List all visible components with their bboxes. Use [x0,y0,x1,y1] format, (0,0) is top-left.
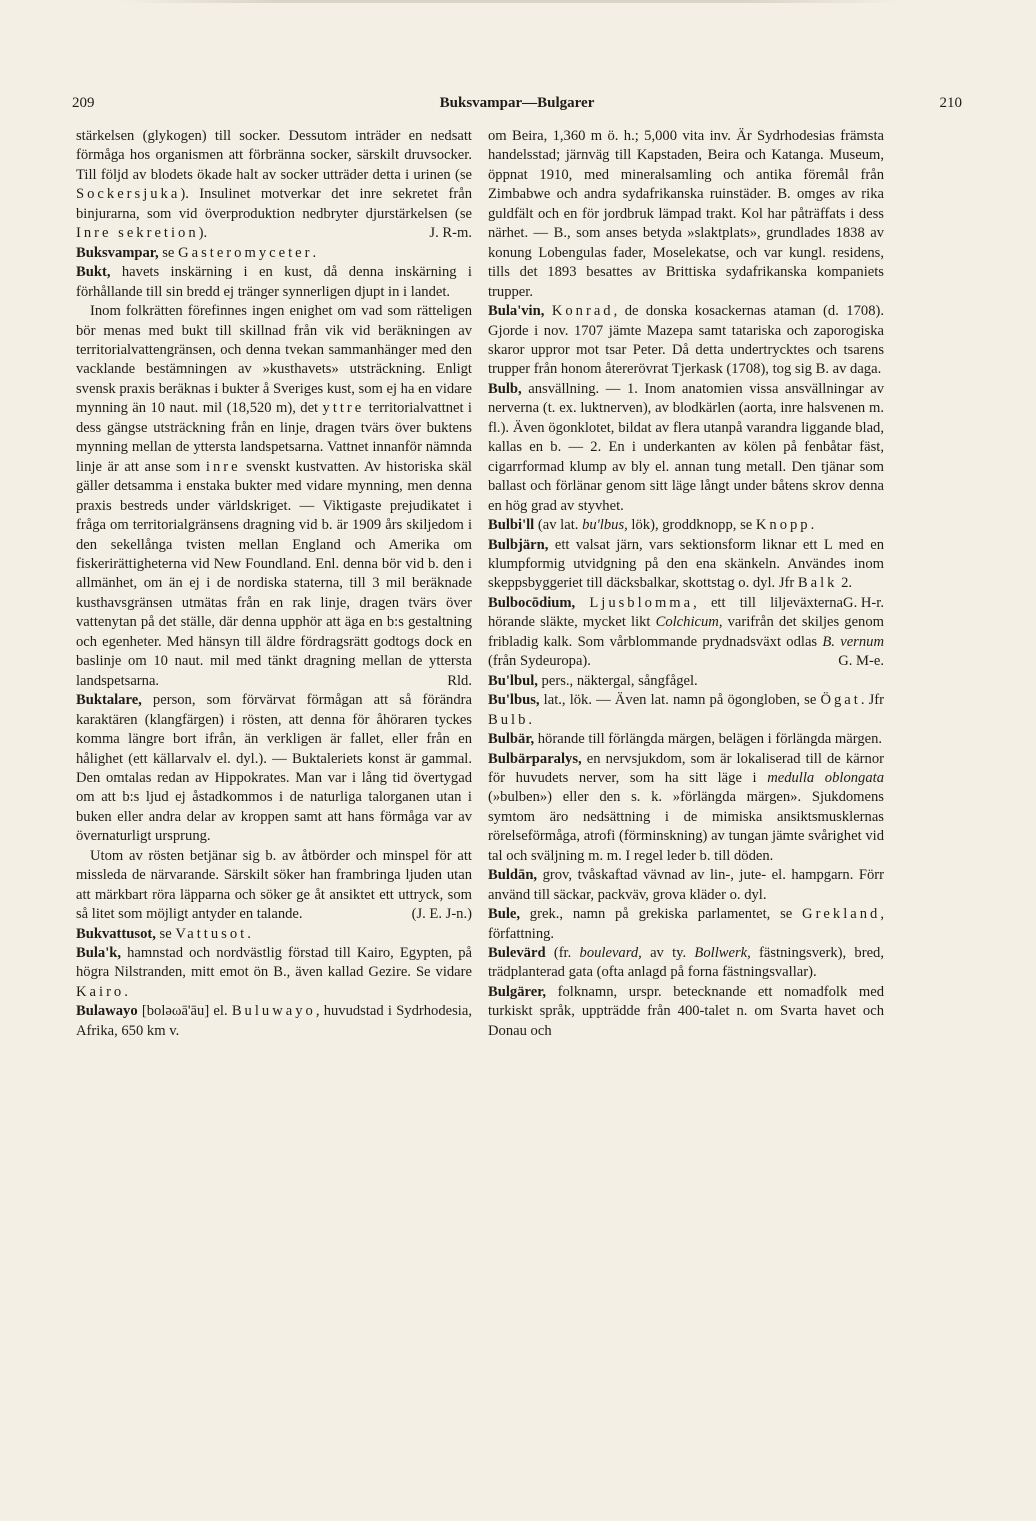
running-title: Buksvampar—Bulgarer [439,95,595,111]
entry-buktalare: Buktalare, person, som förvärvat förmågan att så förändra karaktären (klangfärgen) i rösten, att denna för åhöraren tyckes komma längre bort ifrån, än verkligen är fallet, eller från en hålighet (ett källarvalv el. dyl.). — Buktaleriets konst är gammal. Den omtalas redan av Hippokrates. Man var i lång tid övertygad om att b:s ljud ej åstadkommos i de naturliga talorganen utan i buken eller andra delar av kroppen samt att hans förmåga var av övernaturligt ursprung. [76,692,472,845]
entry-bukvattusot: Bukvattusot, se Vattusot. [76,925,251,942]
entry-bule: Bule, grek., namn på grekiska parlamentet, se Grekland, författning. [488,906,884,942]
entry-bulbocodium: Bulbocōdium, Ljusblomma, ett till liljeväxterna hörande släkte, mycket likt Colchicum, varifrån det skiljes genom fribladig kalk. Som vårblommande prydnadsväxt odlas B. vernum (från Sydeuropa). G. M-e. [488,594,884,672]
entry-bulbar: Bulbär, hörande till förlängda märgen, belägen i förlängda märgen. [488,731,883,748]
cross-reference: Knopp [755,517,811,534]
headword: Bukvattusot, [76,925,156,942]
headword: Bule, [488,906,521,923]
headword: Bulb, [488,380,522,397]
entry-bulb: Bulb, ansvällning. — 1. Inom anatomien vissa ansvällningar av nerverna (t. ex. luktnerven), av blodkärlen (aorta, inre halsvenen m. fl.). Även ögonklotet, bildat av flera utanpå varandra liggande blad, kallas en b. — 2. En i underkanten av kölen på fenbåtar fäst, cigarrformad klump av bly el. annan tung metall. Den tjänar som ballast och förlänar genom sitt läge långt under båtens skrov denna en hög grad av styvhet. [488,380,884,514]
headword: Bulgärer, [488,983,546,1000]
entry-buldan: Buldān, grov, tvåskaftad vävnad av lin-, jute- el. hampgarn. Förr använd till säckar, packväv, grova kläder o. dyl. [488,867,884,903]
cross-reference: Vattusot [175,925,248,942]
entry-bulbarparalys: Bulbärparalys, en nervsjukdom, som är lokaliserad till de kärnor för huvudets nerver, som ha sitt läge i medulla oblongata (»bulben») eller den s. k. »förlängda märgen». Sjukdomens symtom äro nedsättning i de mimiska ansiktsmusklernas rörelseförmåga, atrofi (förminskning) av tungan jämte svårighet vid tal och sväljning m. m. I regel leder b. till döden. [488,750,884,864]
entry-bukt: Bukt, havets inskärning i en kust, då denna inskärning i förhållande till sin bredd ej tränger synnerligen djupt in i landet. [76,264,472,300]
author-signature: (J. E. J-n.) [411,906,472,923]
cross-reference: Ögat [820,692,861,709]
cross-reference: Balk [797,575,838,592]
entry-bulbjarn: Bulbjärn, ett valsat järn, vars sektionsform liknar ett L med en klumpformig utvidgning på den ena skänkeln. Användes inom skeppsbyggeriet till däcksbalkar, skottstag o. dyl. Jfr Balk 2. G. H-r. [488,536,884,594]
cross-reference: Bulb [488,711,529,728]
entry-bulbill: Bulbi'll (av lat. bu'lbus, lök), groddknopp, se Knopp. [488,517,815,534]
entry-bulawayo: Bulawayo [boləωā'āu] el. Buluwayo, huvudstad i Sydrhodesia, Afrika, 650 km v. [76,1003,472,1039]
author-signature: G. H-r. [843,594,884,611]
cross-reference: Gasteromyceter [178,244,313,261]
headword: Bula'k, [76,945,122,962]
entry-bulevard: Bulevärd (fr. boulevard, av ty. Bollwerk, fästningsverk), bred, trädplanterad gata (ofta anlagd på forna fästningsvallar). [488,945,884,981]
headword: Bukt, [76,264,111,281]
headword: Bula'vin, [488,303,545,320]
entry-buktalare-paragraph: Utom av rösten betjänar sig b. av åtbörder och minspel för att missleda de närvarande. Särskilt söker han frambringa ljuden utan att märkbart röra läpparna och söker ge åt ansiktet ett uttryck, som så litet som möjligt antyder en talande. (J. E. J-n.) [76,847,472,925]
headword: Bulbjärn, [488,536,549,553]
cross-reference: Grekland [802,906,881,923]
headword: Bulawayo [76,1003,138,1020]
entry-bulbul: Bu'lbul, pers., näktergal, sångfågel. [488,672,698,689]
headword: Buktalare, [76,692,142,709]
right-column [488,127,884,1041]
headword: Bulevärd [488,945,546,962]
headword: Buldān, [488,867,538,884]
page-header [72,95,962,119]
page-edge-shadow [120,0,900,3]
headword: Bu'lbul, [488,672,538,689]
left-column [76,127,472,1041]
page-number-left: 209 [72,95,95,111]
entry-bulawayo-continuation: om Beira, 1,360 m ö. h.; 5,000 vita inv. Är Sydrhodesias främsta handelsstad; järnväg till Kapstaden, Beira och Katanga. Museum, öppnat 1910, med mineralsamling och antika föremål från Zimbabwe och andra sydafrikanska ruinstäder. B. omges av rika guldfält och en för jordbruk lämpad trakt. Kol har påträffats i dess närhet. — B., som anses betyda »slaktplats», grundlades 1838 av konung Lobengulas fader, Moselekatse, och var kungl. residens, tills det 1893 besattes av Brittiska sydafrikanska kompaniets trupper. [488,128,884,300]
author-signature: J. R-m. [429,225,472,242]
page-number-right: 210 [939,95,962,111]
entry-buksvampar: Buksvampar, se Gasteromyceter. [76,244,317,261]
author-signature: Rld. [447,672,472,689]
entry-bulavin: Bula'vin, Konrad, de donska kosackernas ataman (d. 1708). Gjorde i nov. 1707 jämte Mazepa samt tatariska och zaporogiska skaror uppror mot tsar Peter. Då detta undertrycktes och tsarens trupper från honom återerövrat Tjerkask (1708), tog sig B. av daga. [488,303,884,378]
entry-bulbus: Bu'lbus, lat., lök. — Även lat. namn på ögongloben, se Ögat. Jfr Bulb. [488,692,884,728]
cross-reference: Kairo [76,983,125,1000]
entry-bukt-paragraph: Inom folkrätten förefinnes ingen enighet om vad som rätteligen bör menas med bukt till skillnad från vik vid beräkningen av territorialvattengränsen, och denna tvekan sammanhänger med den vacklande bestämningen av »kusthavets» utsträckning. Enligt svensk praxis beräknas i bukter å Sveriges kust, som ej ha en vidare mynning än 10 naut. mil (18,520 m), det yttre territorialvattnet i dess gängse utsträckning från en linje, dragen tvärs över buktens mynning mellan de yttersta landspetsarna. Vattnet innanför nämnda linje är att anse som inre svenskt kustvatten. Av historiska skäl gäller detsamma i enstaka bukter med vidare mynning, men denna praxis bestreds under världskriget. — Viktigaste prejudikatet i fråga om territorialgränsens dragning vid b. är 1909 års skiljedom i den sekellånga tvisten mellan England och Amerika om fiskerirättigheterna vid New Foundland. Enl. denna bör vid b. den i allmänhet, om än ej i de nordiska staterna, till 3 mil beräknade kusthavsgränsen utmätas från en rak linje, dragen tvärs över vattenytan på det ställe, där denna upphör att äga en b:s gestaltning och egenheter. Med hänsyn till äldre fördragsrätt godtogs dock en baslinje om 10 naut. mil med tänkt dragning mellan de yttersta landspetsarna. Rld. [76,302,472,691]
author-signature: G. M-e. [838,653,884,670]
headword: Buksvampar, [76,244,159,261]
entry-bulgarer: Bulgärer, folknamn, urspr. betecknande ett nomadfolk med turkiskt språk, uppträdde från 400-talet n. om Svarta havet och Donau och [488,983,884,1039]
entry-continuation: stärkelsen (glykogen) till socker. Dessutom inträder en nedsatt förmåga hos organismen att förbränna socker, särskilt druvsocker. Till följd av blodets ökade halt av socker utträder detta i urinen (se Sockersjuka). Insulinet motverkar det inre sekretet från binjurarna, som vid överproduktion nedbryter djurstärkelsen (se Inre sekretion). J. R-m. [76,127,472,244]
headword: Bulbi'll [488,517,535,534]
headword: Bulbärparalys, [488,750,582,767]
entry-bulak: Bula'k, hamnstad och nordvästlig förstad till Kairo, Egypten, på högra Nilstranden, mitt emot ön B., även kallad Gezire. Se vidare Kairo. [76,945,472,1000]
headword: Bu'lbus, [488,692,540,709]
headword: Bulbär, [488,731,535,748]
headword: Bulbocōdium, [488,594,576,611]
